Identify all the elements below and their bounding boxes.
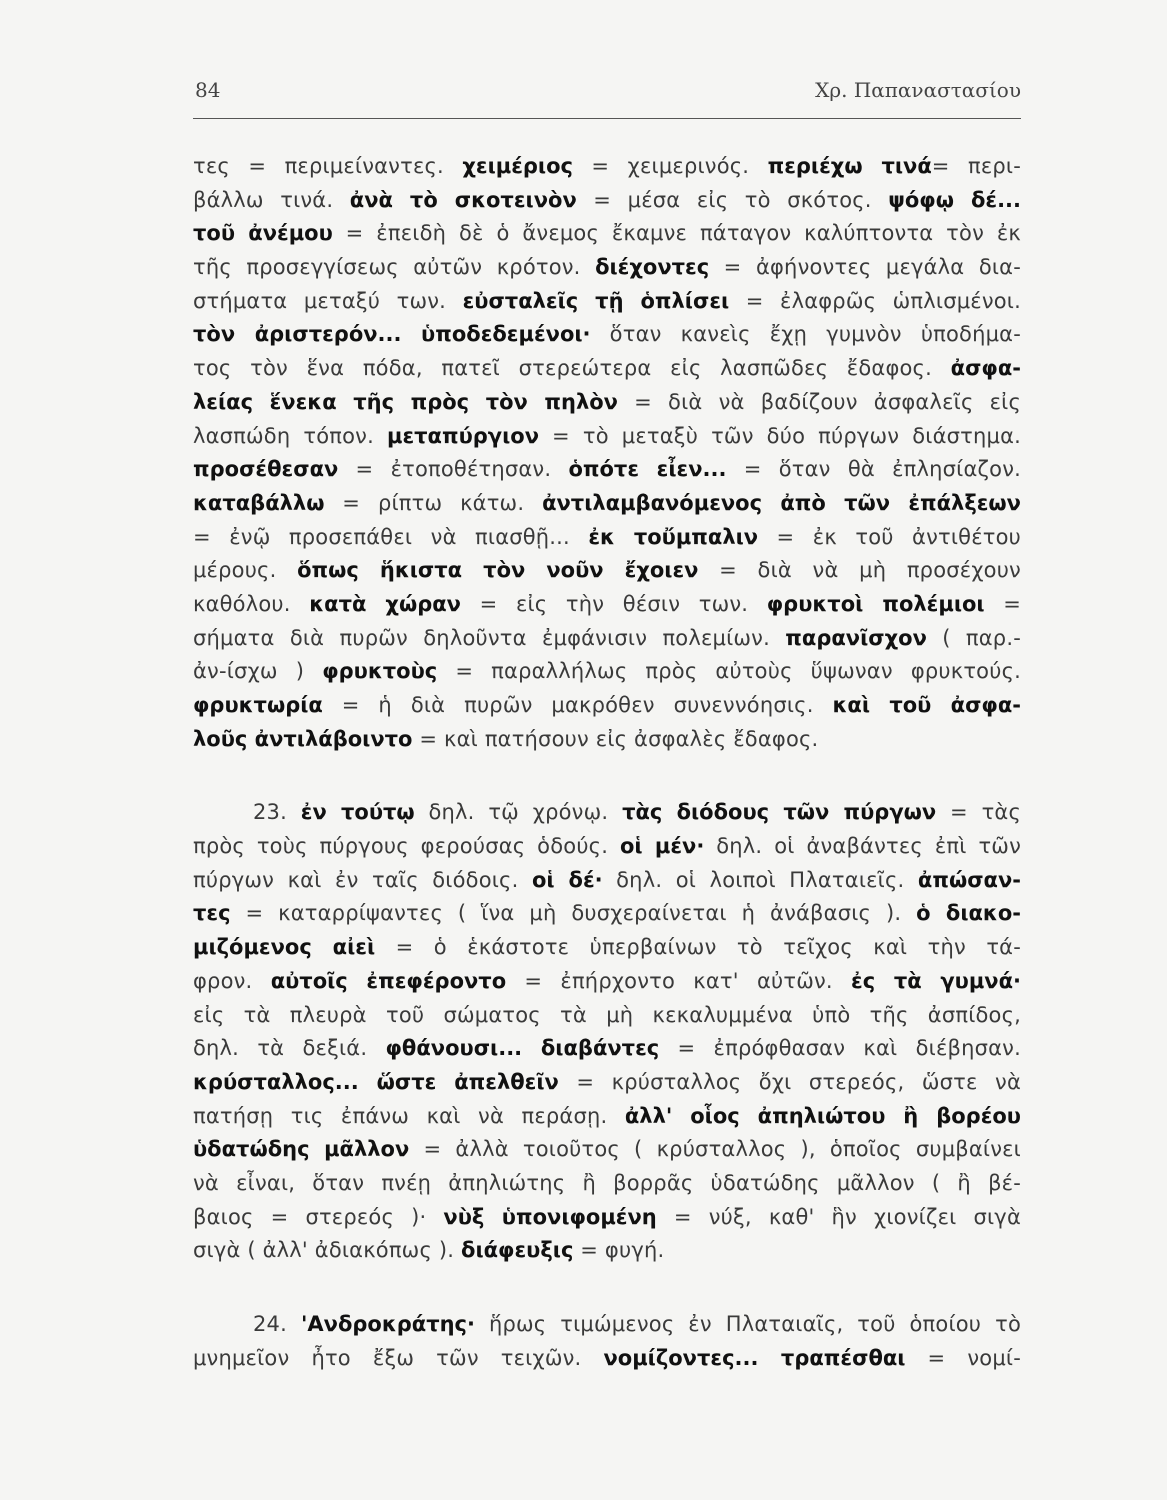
gloss-text: = χειμερινός.	[573, 154, 768, 178]
gloss-text: σιγὰ ( ἀλλ' ἀδιακόπως ).	[193, 1238, 462, 1263]
lemma-term: καὶ τοῦ ἀσφα-	[832, 693, 1021, 717]
lemma-term: λείας ἕνεκα τῆς πρὸς τὸν πηλὸν	[193, 389, 618, 414]
gloss-text: πατήσῃ τις ἐπάνω καὶ νὰ περάσῃ.	[193, 1103, 625, 1128]
gloss-text: δηλ. οἱ ἀναβάντες ἐπὶ τῶν	[704, 834, 1021, 859]
lemma-term: 'Ανδροκράτης·	[300, 1312, 475, 1336]
lemma-term: νομίζοντες... τραπέσθαι	[603, 1345, 906, 1370]
gloss-text: =	[984, 591, 1021, 616]
lemma-term: οἱ δέ·	[531, 867, 603, 892]
lemma-term: ἐν τούτῳ	[300, 800, 415, 825]
lemma-term: ἐκ τοὔμπαλιν	[588, 524, 759, 549]
gloss-text: πρὸς τοὺς πύργους φερούσας ὁδούς.	[193, 834, 620, 859]
text-line	[193, 318, 1021, 352]
lemma-term: περιέχω τινά	[767, 154, 932, 178]
gloss-text: = κρύσταλλος ὄχι στερεός, ὥστε νὰ	[558, 1069, 1021, 1094]
lemma-term: ὁ διακο-	[916, 901, 1021, 926]
gloss-text: τες = περιμείναντες.	[193, 154, 463, 178]
lemma-term: αὐτοῖς ἐπεφέροντο	[270, 968, 507, 993]
lemma-term: κατὰ χώραν	[309, 591, 461, 616]
lemma-term: παρανῖσχον	[785, 625, 927, 650]
gloss-text: ἥρως τιμώμενος ἐν Πλαταιαῖς, τοῦ ὁποίου τὸ	[474, 1312, 1021, 1336]
gloss-text: πύργων καὶ ἐν ταῖς διόδοις.	[193, 867, 532, 892]
gloss-text: = εἰς τὴν θέσιν των.	[460, 591, 767, 616]
lemma-term: φθάνουσι... διαβάντες	[385, 1036, 660, 1061]
gloss-text: εἰς τὰ πλευρὰ τοῦ σώματος τὰ μὴ κεκαλυμμένα ὑπὸ τῆς ἀσπίδος,	[193, 1002, 1021, 1027]
lemma-term: τὸν ἀριστερόν... ὑποδεδεμένοι·	[193, 322, 591, 347]
gloss-text: = ἐλαφρῶς ὡπλισμένοι.	[729, 288, 1021, 313]
gloss-text: = διὰ νὰ μὴ προσέχουν	[698, 558, 1021, 583]
lemma-term: μιζόμενος αἰεὶ	[193, 935, 376, 960]
text-line	[193, 723, 1021, 757]
gloss-text: = μέσα εἰς τὸ σκότος.	[576, 187, 889, 212]
gloss-text: δηλ. τὰ δεξιά.	[193, 1036, 386, 1061]
gloss-text: μέρους.	[193, 558, 298, 583]
text-line	[193, 689, 1021, 723]
gloss-text: = καὶ πατήσουν εἰς ἀσφαλὲς ἔδαφος.	[412, 726, 819, 751]
gloss-text: στήματα μεταξύ των.	[193, 288, 463, 313]
lemma-term: διάφευξις	[461, 1238, 574, 1263]
text-line	[193, 830, 1021, 864]
lemma-term: νὺξ ὑπονιφομένη	[443, 1204, 657, 1229]
lemma-term: ἀσφα-	[950, 356, 1021, 381]
text-line	[193, 1342, 1021, 1376]
gloss-text: = καταρρίψαντες ( ἵνα μὴ δυσχεραίνεται ἡ ἀνάβασις ).	[230, 901, 917, 926]
text-line	[193, 897, 1021, 931]
gloss-text: = ρίπτω κάτω.	[324, 490, 543, 515]
lemma-term: λοῦς ἀντιλάβοιντο	[193, 726, 413, 751]
gloss-text: = νομί-	[905, 1345, 1021, 1370]
lemma-term: ὑδατώδης μᾶλλον	[193, 1137, 410, 1162]
lemma-term: χειμέριος	[462, 154, 573, 178]
paragraph-gap	[193, 756, 1021, 796]
gloss-text: 24.	[253, 1312, 301, 1336]
gloss-text: = ὁ ἑκάστοτε ὑπερβαίνων τὸ τεῖχος καὶ τὴν τά-	[375, 935, 1021, 960]
gloss-text: = ἀφήνοντες μεγάλα δια-	[709, 255, 1021, 280]
gloss-text: δηλ. οἱ λοιποὶ Πλαταιεῖς.	[602, 867, 918, 892]
gloss-text: = ἐκ τοῦ ἀντιθέτου	[758, 524, 1021, 549]
lemma-term: ὁπότε εἶεν...	[568, 457, 727, 482]
text-line	[193, 1133, 1021, 1167]
text-line	[193, 965, 1021, 999]
gloss-text: δηλ. τῷ χρόνῳ.	[414, 800, 623, 825]
gloss-text: ὅταν κανεὶς ἔχῃ γυμνὸν ὑποδήμα-	[590, 322, 1021, 347]
text-line	[193, 521, 1021, 555]
text-line	[193, 1201, 1021, 1235]
gloss-text: τος τὸν ἕνα πόδα, πατεῖ στερεώτερα εἰς λασπῶδες ἔδαφος.	[193, 356, 951, 381]
text-line	[193, 217, 1021, 251]
gloss-text: = ἐπήρχοντο κατ' αὐτῶν.	[506, 968, 852, 993]
text-line	[193, 487, 1021, 521]
text-line	[193, 655, 1021, 689]
lemma-term: ψόφῳ δέ...	[888, 187, 1021, 212]
gloss-text: = διὰ νὰ βαδίζουν ἀσφαλεῖς εἰς	[617, 389, 1021, 414]
gloss-text: = ἀλλὰ τοιοῦτος ( κρύσταλλος ), ὁποῖος συμβαίνει	[409, 1137, 1021, 1162]
gloss-text: = παραλλήλως πρὸς αὐτοὺς ὕψωναν φρυκτούς.	[437, 659, 1021, 684]
page-number: 84	[195, 78, 221, 102]
lemma-term: μεταπύργιον	[387, 423, 540, 448]
gloss-text: μνημεῖον ἦτο ἔξω τῶν τειχῶν.	[193, 1345, 604, 1370]
gloss-text: καθόλου.	[193, 591, 310, 616]
running-head	[193, 78, 1021, 112]
text-line	[193, 1308, 1021, 1342]
lemma-term: ἀνὰ τὸ σκοτεινὸν	[349, 187, 577, 212]
text-line	[193, 150, 1021, 184]
paragraph-gap	[193, 1268, 1021, 1308]
lemma-term: φρυκτοὺς	[322, 659, 438, 684]
gloss-text: = νύξ, καθ' ἣν χιονίζει σιγὰ	[656, 1204, 1021, 1229]
gloss-text: = τὸ μεταξὺ τῶν δύο πύργων διάστημα.	[539, 423, 1021, 448]
text-line	[193, 1100, 1021, 1134]
lemma-term: ἐς τὰ γυμνά·	[851, 968, 1021, 993]
gloss-text: βάλλω τινά.	[193, 187, 350, 212]
lemma-term: οἱ μέν·	[619, 834, 705, 859]
gloss-text: 23.	[253, 800, 301, 825]
text-line	[193, 864, 1021, 898]
lemma-term: καταβάλλω	[193, 490, 325, 515]
gloss-text: σήματα διὰ πυρῶν δηλοῦντα ἐμφάνισιν πολεμίων.	[193, 625, 786, 650]
gloss-text: = ἡ διὰ πυρῶν μακρόθεν συνεννόησις.	[322, 693, 833, 717]
lemma-term: ἀπώσαν-	[917, 867, 1021, 892]
gloss-text: = τὰς	[936, 800, 1021, 825]
gloss-text: ( παρ.-	[926, 625, 1021, 650]
gloss-text: = φυγή.	[573, 1238, 665, 1263]
lemma-term: κρύσταλλος... ὥστε ἀπελθεῖν	[193, 1069, 559, 1094]
lemma-term: ὅπως ἥκιστα τὸν νοῦν ἔχοιεν	[297, 558, 699, 583]
lemma-term: φρυκτοὶ πολέμιοι	[766, 591, 985, 616]
text-line	[193, 251, 1021, 285]
text-line	[193, 931, 1021, 965]
text-line	[193, 184, 1021, 218]
gloss-text: λασπώδη τόπον.	[193, 423, 388, 448]
text-line	[193, 796, 1021, 830]
lemma-term: φρυκτωρία	[193, 693, 323, 717]
gloss-text: βαιος = στερεός )·	[193, 1204, 444, 1229]
text-line	[193, 1066, 1021, 1100]
lemma-term: τὰς διόδους τῶν πύργων	[622, 800, 937, 825]
text-line	[193, 386, 1021, 420]
text-line	[193, 453, 1021, 487]
glossary-text-body	[193, 150, 1021, 1375]
gloss-text: = ὅταν θὰ ἐπλησίαζον.	[726, 457, 1021, 482]
running-head-author: Χρ. Παπαναστασίου	[815, 78, 1021, 102]
text-line	[193, 285, 1021, 319]
text-line	[193, 1167, 1021, 1201]
text-line	[193, 352, 1021, 386]
text-line	[193, 588, 1021, 622]
gloss-text: ἀν-ίσχω )	[193, 659, 323, 684]
lemma-term: τοῦ ἀνέμου	[193, 221, 333, 246]
gloss-text: τῆς προσεγγίσεως αὐτῶν κρότον.	[193, 255, 596, 280]
lemma-term: προσέθεσαν	[193, 457, 339, 482]
gloss-text: = ἐπειδὴ δὲ ὁ ἄνεμος ἔκαμνε πάταγον καλύπτοντα τὸν ἐκ	[332, 221, 1021, 246]
gloss-text: = περι-	[931, 154, 1021, 178]
text-line	[193, 622, 1021, 656]
text-line	[193, 420, 1021, 454]
lemma-term: τες	[193, 901, 231, 926]
gloss-text: = ἐπρόφθασαν καὶ διέβησαν.	[659, 1036, 1021, 1061]
gloss-text: νὰ εἶναι, ὅταν πνέῃ ἀπηλιώτης ἢ βορρᾶς ὑδατώδης μᾶλλον ( ἢ βέ-	[193, 1170, 1021, 1195]
lemma-term: διέχοντες	[595, 255, 710, 280]
lemma-term: ἀλλ' οἷος ἀπηλιώτου ἢ βορέου	[624, 1103, 1021, 1128]
gloss-text: = ἐνῷ προσεπάθει νὰ πιασθῇ...	[193, 524, 589, 549]
gloss-text: = ἐτοποθέτησαν.	[338, 457, 569, 482]
text-line	[193, 999, 1021, 1033]
gloss-text: φρον.	[193, 968, 271, 993]
text-line	[193, 1032, 1021, 1066]
lemma-term: ἀντιλαμβανόμενος ἀπὸ τῶν ἐπάλξεων	[542, 490, 1021, 515]
header-rule	[193, 118, 1021, 119]
text-line	[193, 1234, 1021, 1268]
text-line	[193, 554, 1021, 588]
lemma-term: εὐσταλεῖς τῇ ὁπλίσει	[462, 288, 730, 313]
